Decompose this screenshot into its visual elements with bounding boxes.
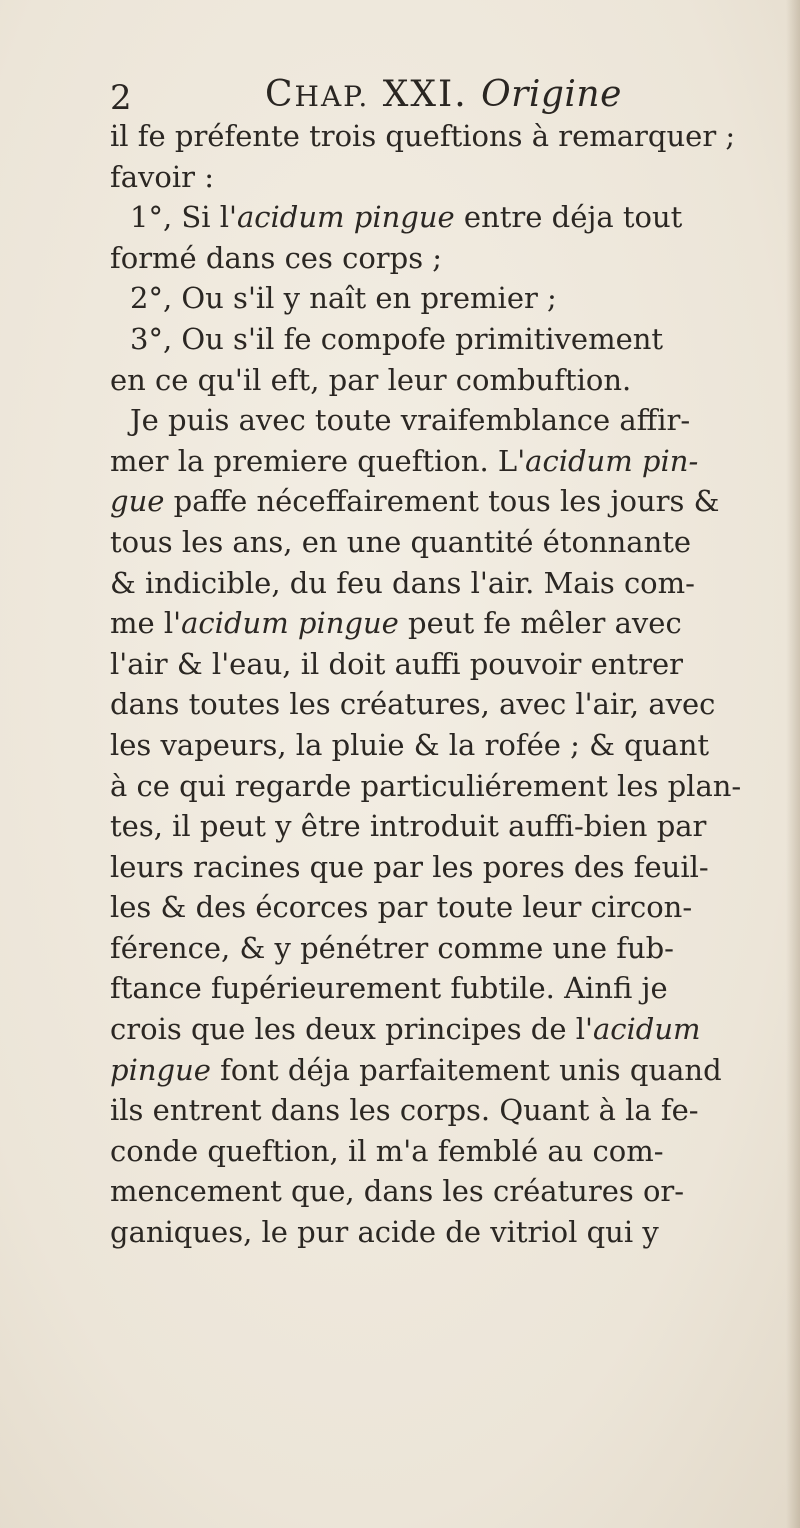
italic-term: gue	[110, 484, 165, 519]
text-segment: peut fe mêler avec	[398, 606, 682, 641]
running-head	[110, 68, 670, 118]
text-segment: il fe préfente trois queftions à remarquer ;	[110, 119, 736, 153]
text-segment: ils entrent dans les corps. Quant à la fe-	[110, 1093, 699, 1128]
italic-term: acidum	[593, 1012, 701, 1047]
text-line	[110, 766, 770, 807]
text-segment: les vapeurs, la pluie & la rofée ; & quant	[110, 727, 710, 762]
text-segment: me l'	[110, 606, 182, 641]
text-segment: à ce qui regarde particuliérement les plan-	[110, 768, 742, 803]
text-line	[110, 1212, 770, 1253]
italic-term: acidum pingue	[237, 200, 455, 235]
italic-term: acidum pingue	[181, 606, 399, 641]
chapter-heading-italic: Origine	[481, 74, 622, 115]
text-segment: & indicible, du feu dans l'air. Mais com-	[110, 565, 695, 600]
text-segment: 1°, Si l'	[130, 200, 237, 235]
text-line	[110, 1009, 770, 1050]
text-segment: leurs racines que par les pores des feuil-	[110, 849, 709, 884]
text-line	[110, 1171, 770, 1212]
body-text	[110, 116, 770, 1253]
text-segment: ftance fupérieurement fubtile. Ainfi je	[110, 971, 668, 1006]
text-line	[110, 684, 770, 725]
text-line	[110, 563, 770, 604]
chapter-prefix: C	[265, 74, 295, 115]
text-segment: font déja parfaitement unis quand	[210, 1052, 722, 1087]
text-line	[110, 1050, 770, 1091]
text-segment: Je puis avec toute vraifemblance affir-	[130, 403, 691, 438]
text-line	[110, 238, 770, 279]
text-segment: mer la premiere queftion. L'	[110, 443, 526, 478]
text-segment: entre déja tout	[454, 200, 683, 235]
text-segment: conde queftion, il m'a femblé au com-	[110, 1133, 664, 1168]
text-segment: en ce qu'il eft, par leur combuftion.	[110, 362, 632, 397]
text-segment: ganiques, le pur acide de vitriol qui y	[110, 1215, 659, 1250]
text-line	[110, 603, 770, 644]
text-segment: favoir :	[110, 159, 214, 194]
text-line	[110, 319, 770, 360]
text-line	[110, 278, 770, 319]
text-line	[110, 360, 770, 401]
text-segment: l'air & l'eau, il doit auffi pouvoir entrer	[110, 646, 684, 681]
text-line	[110, 481, 770, 522]
page-edge-shadow	[786, 0, 800, 1528]
text-segment: tes, il peut y être introduit auffi-bien par	[110, 809, 707, 844]
text-line	[110, 928, 770, 969]
text-line	[110, 157, 770, 198]
text-line	[110, 522, 770, 563]
text-line	[110, 116, 770, 157]
text-line	[110, 400, 770, 441]
text-line	[110, 1131, 770, 1172]
text-line	[110, 887, 770, 928]
text-segment: tous les ans, en une quantité étonnante	[110, 524, 692, 559]
chapter-number: XXI.	[382, 74, 468, 115]
chapter-small-caps: HAP.	[294, 80, 370, 113]
text-segment: dans toutes les créatures, avec l'air, avec	[110, 687, 716, 722]
text-segment: 2°, Ou s'il y naît en premier ;	[130, 281, 557, 316]
page-number: 2	[110, 78, 132, 118]
text-line	[110, 725, 770, 766]
text-line	[110, 968, 770, 1009]
text-segment: paffe néceffairement tous les jours &	[164, 484, 720, 519]
text-segment: 3°, Ou s'il fe compofe primitivement	[130, 321, 664, 356]
text-segment: mencement que, dans les créatures or-	[110, 1174, 685, 1209]
text-line	[110, 806, 770, 847]
text-line	[110, 1090, 770, 1131]
text-segment: crois que les deux principes de l'	[110, 1012, 593, 1047]
text-line	[110, 644, 770, 685]
text-line	[110, 441, 770, 482]
text-segment: férence, & y pénétrer comme une fub-	[110, 930, 674, 965]
text-line	[110, 847, 770, 888]
text-line	[110, 197, 770, 238]
italic-term: acidum pin-	[525, 443, 699, 478]
text-segment: formé dans ces corps ;	[110, 240, 443, 275]
text-segment: les & des écorces par toute leur circon-	[110, 890, 693, 925]
italic-term: pingue	[110, 1052, 211, 1087]
chapter-title	[265, 74, 622, 118]
